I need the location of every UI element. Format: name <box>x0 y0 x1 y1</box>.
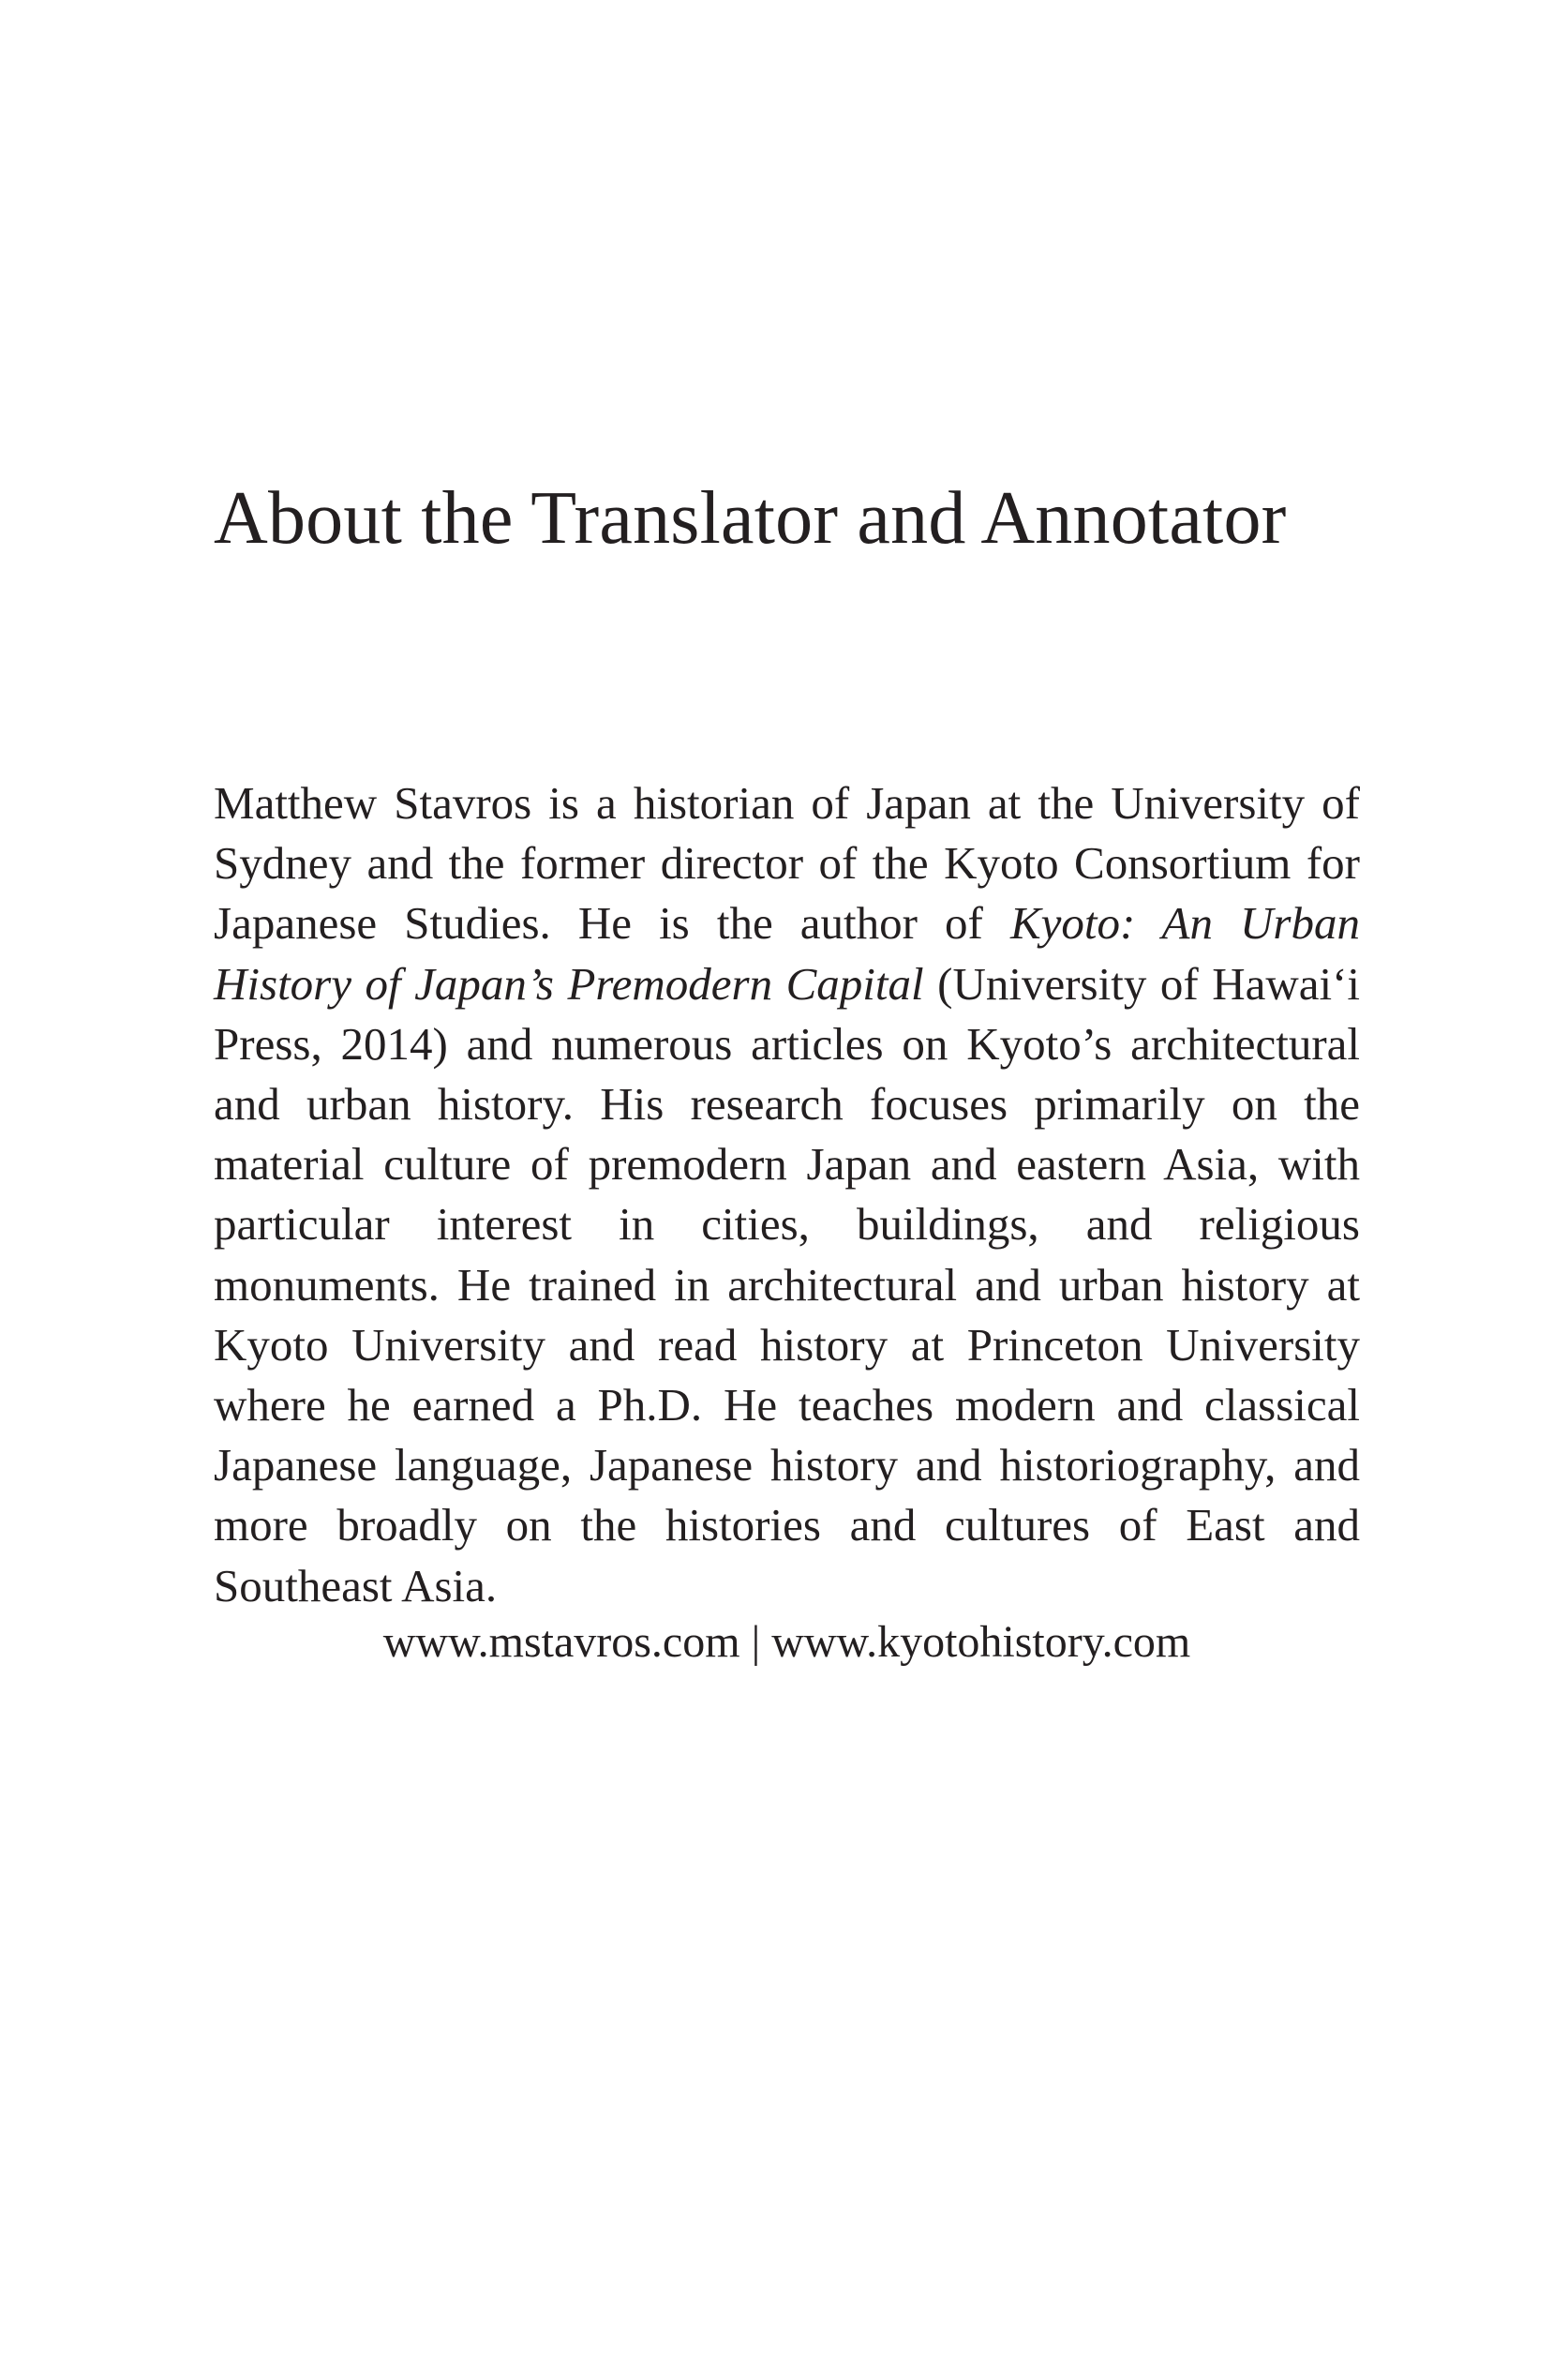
bio-text-part-2: (University of Hawai‘i Press, 2014) and numerous articles on Kyoto’s architectural and urban history. His research focuses primarily on the material culture of premodern Japan and eastern Asia, with particular interest in cities, buildings, and religious monuments. He trained in architectural and urban history at Kyoto University and read history at Princeton University where he earned a Ph.D. He teaches modern and classical Japanese language, Japanese history and historiography, and more broadly on the histories and cultures of East and Southeast Asia. <box>214 957 1361 1611</box>
link-separator: | <box>739 1617 772 1667</box>
website-link-mstavros[interactable]: www.mstavros.com <box>382 1617 740 1667</box>
book-title: Kyoto: An Urban History of Japan’s Premodern Capital <box>214 897 1360 1010</box>
page-title: About the Translator and Annotator <box>214 477 1287 560</box>
bio-text-part-1: Matthew Stavros is a historian of Japan at the University of Sydney and the former director of the Kyoto Consortium for Japanese Studies. He is the author of <box>214 777 1360 950</box>
website-links <box>214 1612 1360 1672</box>
website-link-kyotohistory[interactable]: www.kyotohistory.com <box>771 1617 1191 1667</box>
biography-paragraph <box>214 773 1360 1616</box>
